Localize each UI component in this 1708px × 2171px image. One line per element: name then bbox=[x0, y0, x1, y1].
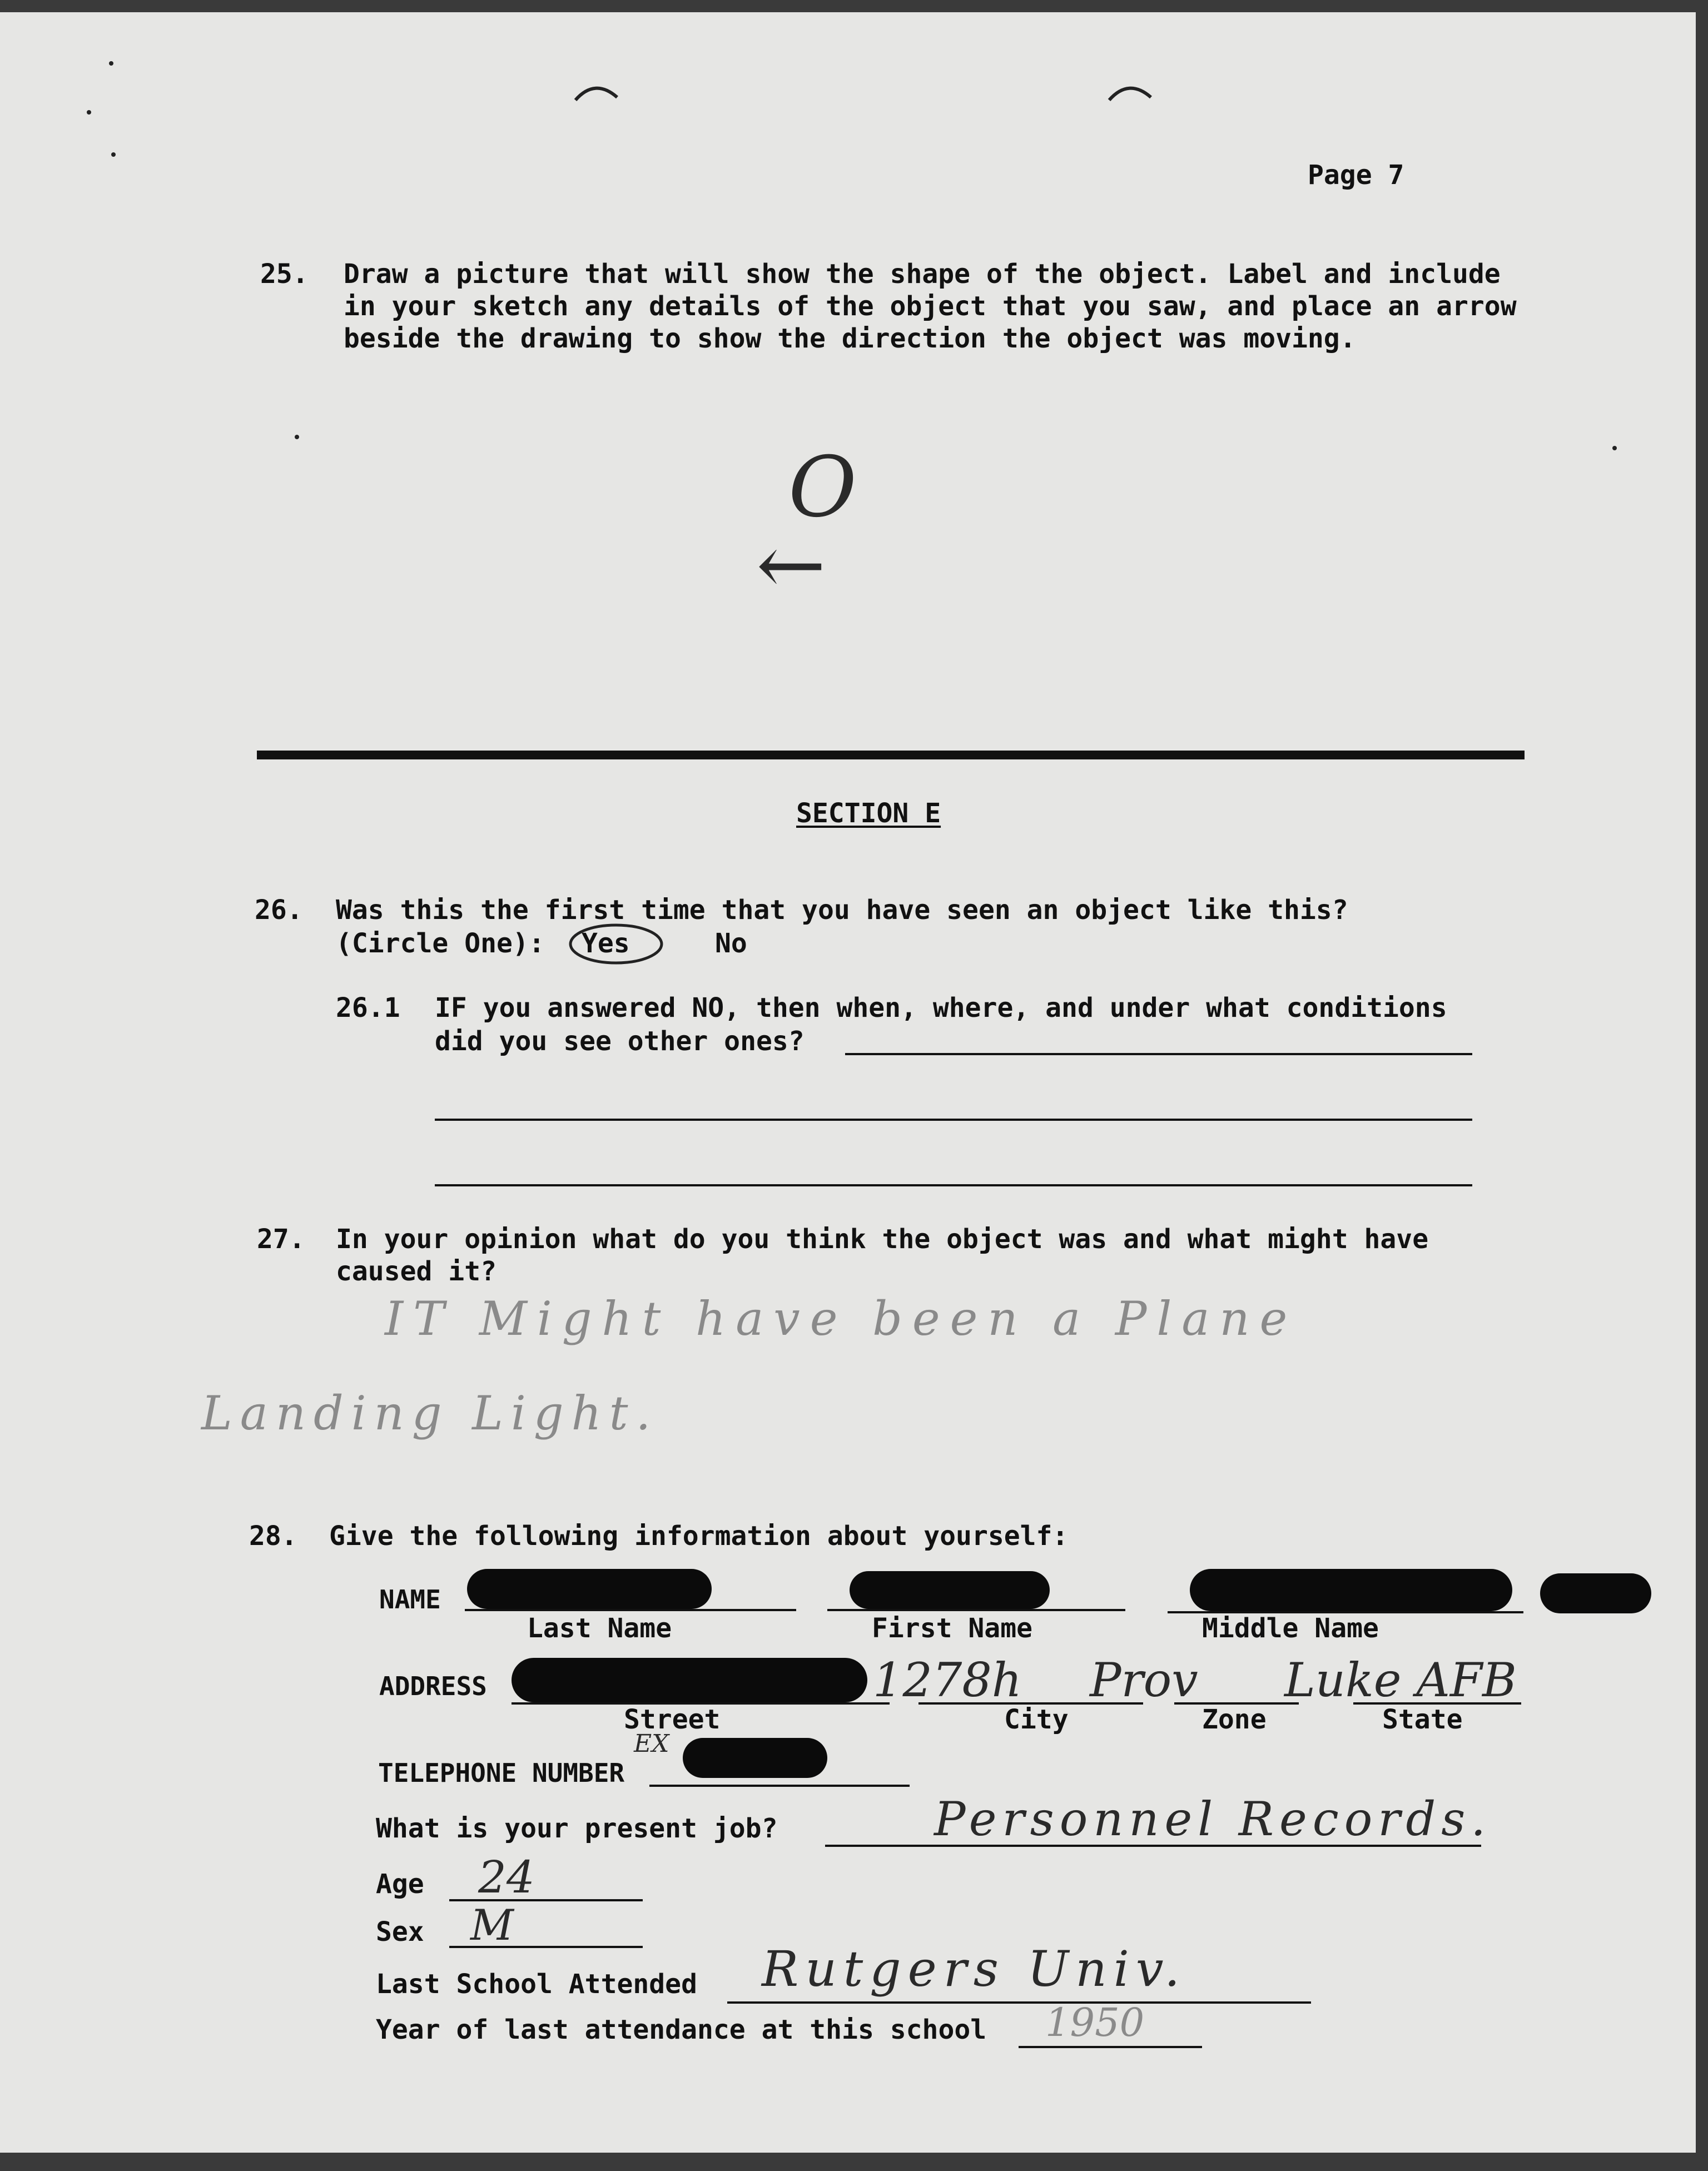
age-label: Age bbox=[376, 1869, 424, 1900]
year-label: Year of last attendance at this school bbox=[376, 2014, 987, 2045]
sketch-direction-arrow: ← bbox=[756, 517, 826, 614]
redacted-middle-name bbox=[1190, 1569, 1512, 1611]
q25-line-1: Draw a picture that will show the shape of the object. Label and include bbox=[344, 259, 1501, 290]
q26-1-answer-line-1 bbox=[845, 1053, 1472, 1055]
telephone-ext: EX bbox=[634, 1730, 669, 1758]
redacted-first-name bbox=[850, 1571, 1050, 1609]
q28-number: 28. bbox=[249, 1521, 297, 1552]
q27-line-2: caused it? bbox=[336, 1256, 496, 1287]
job-label: What is your present job? bbox=[376, 1813, 778, 1844]
punch-mark-left bbox=[573, 78, 623, 106]
redacted-street bbox=[512, 1658, 867, 1702]
age-value: 24 bbox=[478, 1851, 535, 1903]
scan-speck bbox=[1612, 446, 1617, 450]
state-label: State bbox=[1382, 1704, 1463, 1735]
q26-1-answer-line-3 bbox=[435, 1184, 1472, 1186]
telephone-label: TELEPHONE NUMBER bbox=[378, 1758, 625, 1788]
school-label: Last School Attended bbox=[376, 1969, 697, 2000]
job-value: Personnel Records. bbox=[934, 1792, 1492, 1846]
document-page bbox=[0, 12, 1696, 2153]
redacted-last-name bbox=[467, 1569, 712, 1609]
q27-answer-line-1: IT Might have been a Plane bbox=[385, 1291, 1298, 1346]
school-value: Rutgers Univ. bbox=[762, 1940, 1187, 1998]
last-name-label: Last Name bbox=[527, 1613, 672, 1644]
redacted-telephone bbox=[683, 1738, 827, 1778]
q26-1-line-2: did you see other ones? bbox=[435, 1026, 805, 1057]
q26-option-yes: Yes bbox=[582, 928, 630, 959]
q26-1-answer-line-2 bbox=[435, 1119, 1472, 1121]
punch-mark-right bbox=[1106, 78, 1156, 106]
scan-speck bbox=[87, 110, 91, 115]
city-label: City bbox=[1004, 1704, 1069, 1735]
address-state-value: Luke AFB bbox=[1284, 1653, 1517, 1707]
year-line bbox=[1019, 2046, 1202, 2048]
first-name-label: First Name bbox=[872, 1613, 1032, 1644]
sketch-object-shape: O bbox=[788, 439, 857, 536]
q26-option-no: No bbox=[715, 928, 747, 959]
q26-1-number: 26.1 bbox=[336, 992, 400, 1024]
scan-speck bbox=[109, 61, 113, 66]
address-label: ADDRESS bbox=[379, 1671, 487, 1701]
q25-number: 25. bbox=[260, 259, 309, 290]
section-divider bbox=[257, 751, 1525, 759]
sex-value: M bbox=[470, 1900, 514, 1950]
section-title: SECTION E bbox=[796, 798, 941, 829]
middle-name-label: Middle Name bbox=[1202, 1613, 1379, 1644]
telephone-line bbox=[649, 1785, 910, 1787]
job-line bbox=[825, 1845, 1481, 1847]
q27-line-1: In your opinion what do you think the object was and what might have bbox=[336, 1224, 1429, 1255]
q26-circle-label: (Circle One): bbox=[336, 928, 545, 959]
year-value: 1950 bbox=[1045, 2000, 1145, 2045]
sex-label: Sex bbox=[376, 1916, 424, 1948]
scan-speck bbox=[111, 152, 116, 157]
q26-line-1: Was this the first time that you have seen an object like this? bbox=[336, 895, 1348, 926]
street-label: Street bbox=[624, 1704, 721, 1735]
q28-line-1: Give the following information about yourself: bbox=[329, 1521, 1069, 1552]
q25-line-2: in your sketch any details of the object that you saw, and place an arrow bbox=[344, 291, 1517, 322]
q26-1-line-1: IF you answered NO, then when, where, and under what conditions bbox=[435, 992, 1447, 1024]
scan-speck bbox=[295, 435, 299, 439]
q27-answer-line-2: Landing Light. bbox=[201, 1386, 659, 1440]
q25-line-3: beside the drawing to show the direction the object was moving. bbox=[344, 323, 1356, 354]
name-label: NAME bbox=[379, 1584, 441, 1614]
redacted-middle-name-extra bbox=[1540, 1573, 1651, 1613]
page-number: Page 7 bbox=[1308, 160, 1404, 191]
sex-line bbox=[449, 1946, 643, 1948]
zone-label: Zone bbox=[1202, 1704, 1267, 1735]
q27-number: 27. bbox=[257, 1224, 305, 1255]
school-line bbox=[727, 2001, 1311, 2004]
circled-answer-mark bbox=[565, 920, 671, 970]
address-zone-value: Prov bbox=[1090, 1653, 1198, 1707]
address-city-value: 1278h bbox=[873, 1653, 1022, 1707]
q26-number: 26. bbox=[255, 895, 303, 926]
